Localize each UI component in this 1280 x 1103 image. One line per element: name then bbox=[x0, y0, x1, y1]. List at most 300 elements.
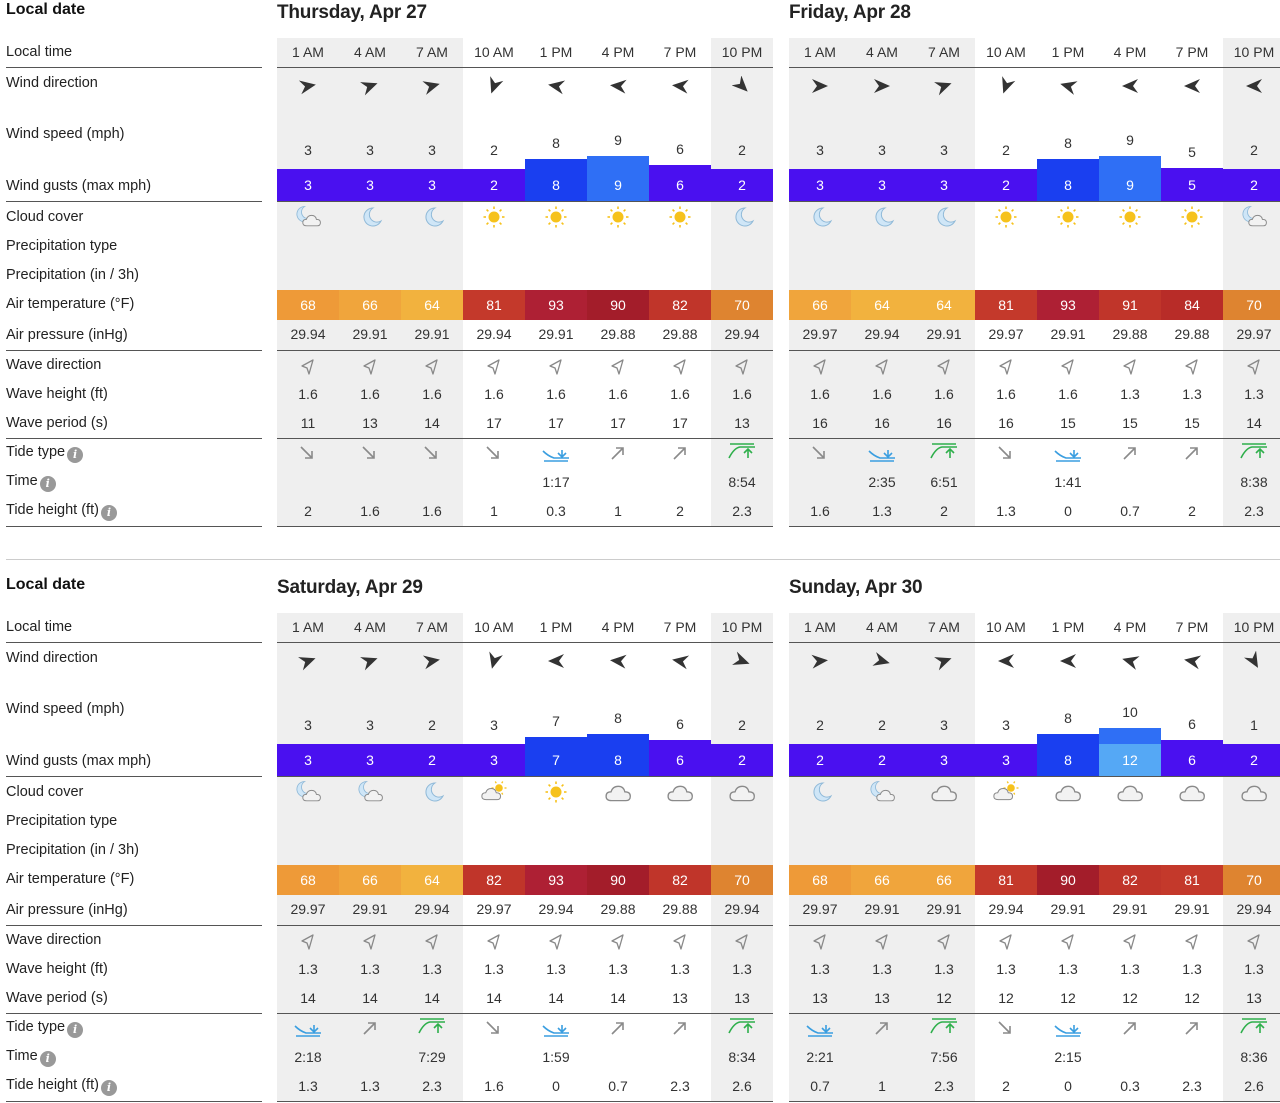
row-label-wind-direction bbox=[6, 650, 98, 666]
wind-speed-value: 2 bbox=[738, 142, 746, 158]
wind-gust-value: 2 bbox=[1223, 744, 1280, 776]
local-time: 7 AM bbox=[928, 619, 960, 635]
wind-direction-icon bbox=[360, 651, 380, 671]
wave-period-value: 17 bbox=[548, 415, 564, 431]
cloud-icon bbox=[665, 780, 695, 804]
tide-type-cell bbox=[293, 442, 323, 464]
tide-time-value: 2:21 bbox=[806, 1049, 834, 1065]
tide-low-icon bbox=[867, 442, 897, 464]
wind-gust-value: 2 bbox=[851, 744, 913, 776]
row-label-text: Precipitation type bbox=[6, 238, 118, 254]
tide-height-value: 1.6 bbox=[422, 503, 442, 519]
air-pressure-value: 29.94 bbox=[864, 326, 900, 342]
moon-cloud-icon bbox=[1239, 205, 1269, 229]
wind-gust-value: 2 bbox=[789, 744, 851, 776]
wave-direction-icon bbox=[872, 932, 892, 952]
wave-arrow bbox=[732, 932, 752, 952]
air-pressure-value: 29.94 bbox=[988, 901, 1024, 917]
wind-arrow bbox=[484, 76, 504, 96]
wave-period-value: 17 bbox=[672, 415, 688, 431]
local-time: 10 AM bbox=[986, 619, 1026, 635]
wind-arrow bbox=[1120, 651, 1140, 671]
tide-height-value: 1.3 bbox=[298, 1078, 318, 1094]
day-panel bbox=[789, 0, 1280, 530]
cloud-cover-icon bbox=[727, 780, 757, 804]
tide-low-icon bbox=[293, 1017, 323, 1039]
wind-speed-bar bbox=[587, 156, 649, 169]
wind-gust-value: 7 bbox=[525, 744, 587, 776]
tide-falling-icon bbox=[293, 442, 323, 464]
local-date-label: Local date bbox=[6, 1, 86, 18]
air-pressure-value: 29.88 bbox=[1112, 326, 1148, 342]
air-pressure-value: 29.88 bbox=[662, 901, 698, 917]
tide-height-value: 2.3 bbox=[1244, 503, 1264, 519]
wave-height-value: 1.6 bbox=[298, 386, 318, 402]
row-label-local-time bbox=[6, 44, 72, 60]
wave-arrow bbox=[1244, 932, 1264, 952]
wind-gust-value: 3 bbox=[339, 169, 401, 201]
tide-type-cell bbox=[991, 442, 1021, 464]
cloud-cover-icon bbox=[1177, 780, 1207, 804]
wind-speed-value: 2 bbox=[738, 717, 746, 733]
tide-rising-icon bbox=[665, 442, 695, 464]
tide-time-value: 1:59 bbox=[542, 1049, 570, 1065]
wave-period-value: 13 bbox=[874, 990, 890, 1006]
wind-direction-icon bbox=[1058, 76, 1078, 96]
row-label-text: Precipitation (in / 3h) bbox=[6, 267, 139, 283]
air-temperature-value: 82 bbox=[1099, 865, 1161, 895]
tide-type-cell bbox=[805, 442, 835, 464]
cloud-cover-icon bbox=[1239, 205, 1269, 229]
wave-arrow bbox=[1120, 357, 1140, 377]
wind-speed-value: 9 bbox=[614, 132, 622, 148]
air-pressure-value: 29.97 bbox=[476, 901, 512, 917]
wave-direction-icon bbox=[670, 357, 690, 377]
time-column bbox=[913, 613, 975, 1101]
wave-direction-icon bbox=[1182, 932, 1202, 952]
cloud-cover-icon bbox=[355, 780, 385, 804]
tide-high-icon bbox=[1239, 442, 1269, 464]
tide-type-cell bbox=[805, 1017, 835, 1039]
label-divider bbox=[6, 438, 262, 439]
day-panel bbox=[277, 575, 773, 1103]
air-pressure-value: 29.91 bbox=[864, 901, 900, 917]
tide-height-value: 0.3 bbox=[1120, 1078, 1140, 1094]
wave-period-value: 16 bbox=[936, 415, 952, 431]
tide-falling-icon bbox=[479, 1017, 509, 1039]
wind-direction-icon bbox=[298, 651, 318, 671]
air-pressure-value: 29.94 bbox=[1236, 901, 1272, 917]
wave-height-value: 1.3 bbox=[1244, 961, 1264, 977]
tide-height-value: 2.6 bbox=[732, 1078, 752, 1094]
tide-falling-icon bbox=[479, 442, 509, 464]
row-label-wave-period bbox=[6, 415, 108, 431]
air-temperature-value: 93 bbox=[1037, 290, 1099, 320]
time-column bbox=[463, 38, 525, 526]
air-temperature-value: 93 bbox=[525, 865, 587, 895]
local-time: 7 AM bbox=[416, 619, 448, 635]
wind-direction-icon bbox=[810, 76, 830, 96]
local-time: 4 AM bbox=[354, 619, 386, 635]
air-pressure-value: 29.94 bbox=[538, 901, 574, 917]
tide-time-value: 8:54 bbox=[728, 474, 756, 490]
local-time: 7 PM bbox=[1175, 619, 1209, 635]
wave-height-value: 1.3 bbox=[608, 961, 628, 977]
wave-height-value: 1.3 bbox=[934, 961, 954, 977]
sun-icon bbox=[665, 205, 695, 229]
cloud-cover-icon bbox=[479, 780, 509, 804]
tide-rising-icon bbox=[665, 1017, 695, 1039]
time-column bbox=[789, 613, 851, 1101]
tide-height-value: 2 bbox=[304, 503, 312, 519]
wind-arrow bbox=[996, 651, 1016, 671]
info-icon[interactable]: i bbox=[67, 1022, 83, 1038]
tide-height-value: 1.3 bbox=[996, 503, 1016, 519]
tide-type-cell bbox=[355, 1017, 385, 1039]
wave-arrow bbox=[810, 357, 830, 377]
time-column bbox=[1223, 38, 1280, 526]
wind-arrow bbox=[608, 651, 628, 671]
tide-type-cell bbox=[665, 442, 695, 464]
row-label-text: Wave period (s) bbox=[6, 415, 108, 431]
time-column bbox=[975, 613, 1037, 1101]
row-label-wave-period bbox=[6, 990, 108, 1006]
moon-icon bbox=[805, 205, 835, 229]
tide-rising-icon bbox=[867, 1017, 897, 1039]
wind-direction-icon bbox=[546, 651, 566, 671]
wave-arrow bbox=[872, 357, 892, 377]
wave-arrow bbox=[1182, 932, 1202, 952]
tide-height-value: 2 bbox=[676, 503, 684, 519]
wind-speed-value: 2 bbox=[816, 717, 824, 733]
local-time: 1 PM bbox=[1051, 44, 1085, 60]
wave-period-value: 16 bbox=[998, 415, 1014, 431]
wind-direction-icon bbox=[1244, 76, 1264, 96]
wave-direction-icon bbox=[1182, 357, 1202, 377]
wave-period-value: 15 bbox=[1122, 415, 1138, 431]
day-divider bbox=[277, 776, 773, 777]
tide-height-value: 2.3 bbox=[670, 1078, 690, 1094]
wave-height-value: 1.3 bbox=[422, 961, 442, 977]
tide-height-value: 0.7 bbox=[608, 1078, 628, 1094]
local-time: 4 PM bbox=[1113, 619, 1147, 635]
label-divider bbox=[6, 776, 262, 777]
wave-height-value: 1.6 bbox=[360, 386, 380, 402]
sun-icon bbox=[991, 205, 1021, 229]
info-icon[interactable]: i bbox=[101, 505, 117, 521]
tide-type-cell bbox=[991, 1017, 1021, 1039]
tide-high-icon bbox=[727, 1017, 757, 1039]
moon-icon bbox=[805, 780, 835, 804]
wave-period-value: 13 bbox=[1246, 990, 1262, 1006]
row-label-text: Precipitation type bbox=[6, 813, 118, 829]
sun-icon bbox=[541, 205, 571, 229]
wave-direction-icon bbox=[1244, 932, 1264, 952]
cloud-icon bbox=[929, 780, 959, 804]
time-column bbox=[1223, 613, 1280, 1101]
wave-direction-icon bbox=[732, 932, 752, 952]
time-column bbox=[1099, 613, 1161, 1101]
wind-direction-icon bbox=[810, 651, 830, 671]
wind-gust-value: 3 bbox=[463, 744, 525, 776]
cloud-icon bbox=[727, 780, 757, 804]
wind-gust-value: 3 bbox=[913, 169, 975, 201]
row-label-wave-direction bbox=[6, 932, 101, 948]
wave-height-value: 1.6 bbox=[732, 386, 752, 402]
wave-height-value: 1.3 bbox=[1182, 386, 1202, 402]
forecast-block-1 bbox=[0, 0, 1280, 530]
wave-period-value: 11 bbox=[300, 415, 316, 431]
cloud-icon bbox=[1115, 780, 1145, 804]
row-label-text: Precipitation (in / 3h) bbox=[6, 842, 139, 858]
wave-height-value: 1.3 bbox=[546, 961, 566, 977]
day-title: Friday, Apr 28 bbox=[789, 2, 911, 23]
wind-direction-icon bbox=[996, 651, 1016, 671]
row-label-tide-type bbox=[6, 444, 83, 463]
wind-gust-value: 8 bbox=[587, 744, 649, 776]
air-temperature-value: 70 bbox=[711, 290, 773, 320]
info-icon[interactable]: i bbox=[101, 1080, 117, 1096]
row-label-text: Wave period (s) bbox=[6, 990, 108, 1006]
wind-gust-value: 2 bbox=[711, 169, 773, 201]
tide-type-cell bbox=[929, 442, 959, 464]
local-time: 1 AM bbox=[292, 619, 324, 635]
wind-speed-bar bbox=[525, 159, 587, 169]
cloud-cover-icon bbox=[1115, 780, 1145, 804]
cloud-cover-icon bbox=[991, 205, 1021, 229]
wind-arrow bbox=[934, 651, 954, 671]
tide-type-cell bbox=[479, 1017, 509, 1039]
cloud-icon bbox=[1053, 780, 1083, 804]
air-temperature-value: 81 bbox=[1161, 865, 1223, 895]
wind-arrow bbox=[1244, 76, 1264, 96]
tide-type-cell bbox=[1115, 442, 1145, 464]
wind-direction-icon bbox=[934, 651, 954, 671]
wind-speed-bar bbox=[1037, 159, 1099, 169]
wave-direction-icon bbox=[484, 932, 504, 952]
tide-time-value: 1:41 bbox=[1054, 474, 1082, 490]
sun-icon bbox=[1053, 205, 1083, 229]
wave-direction-icon bbox=[670, 932, 690, 952]
wave-arrow bbox=[670, 357, 690, 377]
wave-height-value: 1.6 bbox=[670, 386, 690, 402]
wave-arrow bbox=[546, 932, 566, 952]
wind-direction-icon bbox=[1120, 651, 1140, 671]
forecast-block-2 bbox=[0, 575, 1280, 1103]
wave-period-value: 15 bbox=[1184, 415, 1200, 431]
wind-direction-icon bbox=[1058, 651, 1078, 671]
tide-time-value: 2:15 bbox=[1054, 1049, 1082, 1065]
cloud-cover-icon bbox=[541, 205, 571, 229]
wave-height-value: 1.6 bbox=[810, 386, 830, 402]
tide-type-cell bbox=[1053, 442, 1083, 464]
wave-height-value: 1.3 bbox=[1182, 961, 1202, 977]
cloud-cover-icon bbox=[541, 780, 571, 804]
local-time: 1 PM bbox=[539, 44, 573, 60]
tide-height-value: 1.6 bbox=[484, 1078, 504, 1094]
wind-arrow bbox=[298, 651, 318, 671]
local-time: 7 AM bbox=[416, 44, 448, 60]
wind-arrow bbox=[670, 76, 690, 96]
wave-period-value: 14 bbox=[1246, 415, 1262, 431]
wind-gust-value: 2 bbox=[401, 744, 463, 776]
air-temperature-value: 64 bbox=[401, 290, 463, 320]
air-temperature-value: 82 bbox=[649, 865, 711, 895]
cloud-cover-icon bbox=[867, 780, 897, 804]
tide-type-cell bbox=[1053, 1017, 1083, 1039]
wave-arrow bbox=[422, 357, 442, 377]
time-column bbox=[587, 613, 649, 1101]
wind-speed-value: 3 bbox=[366, 717, 374, 733]
wave-height-value: 1.3 bbox=[732, 961, 752, 977]
wind-speed-value: 3 bbox=[366, 142, 374, 158]
air-temperature-value: 84 bbox=[1161, 290, 1223, 320]
row-label-text: Time bbox=[6, 473, 38, 489]
day-divider bbox=[789, 1013, 1280, 1014]
tide-rising-icon bbox=[355, 1017, 385, 1039]
row-label-text: Tide height (ft) bbox=[6, 502, 99, 518]
air-temperature-value: 68 bbox=[277, 290, 339, 320]
wind-direction-icon bbox=[1120, 76, 1140, 96]
wind-gust-value: 3 bbox=[277, 169, 339, 201]
air-temperature-value: 66 bbox=[913, 865, 975, 895]
wave-direction-icon bbox=[934, 357, 954, 377]
wind-direction-icon bbox=[872, 651, 892, 671]
air-pressure-value: 29.91 bbox=[1050, 326, 1086, 342]
wave-direction-icon bbox=[360, 357, 380, 377]
wave-direction-icon bbox=[934, 932, 954, 952]
time-column bbox=[525, 38, 587, 526]
wind-speed-value: 3 bbox=[816, 142, 824, 158]
time-column bbox=[851, 38, 913, 526]
time-column bbox=[1161, 38, 1223, 526]
wave-height-value: 1.6 bbox=[608, 386, 628, 402]
tide-height-value: 2.3 bbox=[934, 1078, 954, 1094]
air-pressure-value: 29.97 bbox=[290, 901, 326, 917]
air-temperature-value: 70 bbox=[1223, 865, 1280, 895]
wind-gust-value: 3 bbox=[277, 744, 339, 776]
air-temperature-value: 82 bbox=[649, 290, 711, 320]
air-temperature-value: 68 bbox=[789, 865, 851, 895]
wave-period-value: 17 bbox=[486, 415, 502, 431]
info-icon[interactable]: i bbox=[67, 447, 83, 463]
wave-height-value: 1.3 bbox=[1058, 961, 1078, 977]
row-label-tide-height bbox=[6, 502, 117, 521]
air-pressure-value: 29.88 bbox=[662, 326, 698, 342]
tide-type-cell bbox=[293, 1017, 323, 1039]
tide-height-value: 0.3 bbox=[546, 503, 566, 519]
wave-height-value: 1.3 bbox=[298, 961, 318, 977]
wind-speed-value: 8 bbox=[614, 710, 622, 726]
wind-speed-value: 3 bbox=[940, 142, 948, 158]
time-column bbox=[711, 613, 773, 1101]
local-time: 7 AM bbox=[928, 44, 960, 60]
tide-type-cell bbox=[929, 1017, 959, 1039]
time-column bbox=[789, 38, 851, 526]
tide-falling-icon bbox=[355, 442, 385, 464]
tide-type-cell bbox=[417, 1017, 447, 1039]
wind-speed-value: 6 bbox=[676, 141, 684, 157]
wave-period-value: 16 bbox=[812, 415, 828, 431]
label-divider bbox=[6, 350, 262, 351]
wave-height-value: 1.3 bbox=[996, 961, 1016, 977]
tide-falling-icon bbox=[417, 442, 447, 464]
cloud-cover-icon bbox=[929, 205, 959, 229]
wave-period-value: 12 bbox=[936, 990, 952, 1006]
wave-direction-icon bbox=[298, 357, 318, 377]
wind-direction-icon bbox=[996, 76, 1016, 96]
air-temperature-value: 64 bbox=[401, 865, 463, 895]
cloud-cover-icon bbox=[665, 205, 695, 229]
day-divider bbox=[277, 350, 773, 351]
info-icon[interactable]: i bbox=[40, 476, 56, 492]
wind-speed-value: 3 bbox=[1002, 717, 1010, 733]
tide-height-value: 1.3 bbox=[872, 503, 892, 519]
local-time: 10 PM bbox=[1233, 619, 1275, 635]
time-column bbox=[711, 38, 773, 526]
sun-cloud-icon bbox=[479, 780, 509, 804]
tide-type-cell bbox=[603, 1017, 633, 1039]
tide-height-value: 2 bbox=[1002, 1078, 1010, 1094]
tide-high-icon bbox=[1239, 1017, 1269, 1039]
air-pressure-value: 29.94 bbox=[724, 326, 760, 342]
local-time: 7 PM bbox=[663, 44, 697, 60]
air-pressure-value: 29.91 bbox=[414, 326, 450, 342]
row-label-wind-gusts bbox=[6, 753, 151, 769]
wave-height-value: 1.6 bbox=[996, 386, 1016, 402]
wave-period-value: 12 bbox=[1122, 990, 1138, 1006]
air-pressure-value: 29.97 bbox=[802, 326, 838, 342]
wave-period-value: 14 bbox=[486, 990, 502, 1006]
row-label-tide-type bbox=[6, 1019, 83, 1038]
tide-rising-icon bbox=[1177, 442, 1207, 464]
sun-icon bbox=[1115, 205, 1145, 229]
air-temperature-value: 68 bbox=[277, 865, 339, 895]
info-icon[interactable]: i bbox=[40, 1051, 56, 1067]
air-temperature-value: 66 bbox=[339, 865, 401, 895]
tide-height-value: 1 bbox=[490, 503, 498, 519]
wave-period-value: 16 bbox=[874, 415, 890, 431]
cloud-cover-icon bbox=[1053, 780, 1083, 804]
cloud-cover-icon bbox=[603, 780, 633, 804]
wind-direction-icon bbox=[732, 76, 752, 96]
row-label-text: Time bbox=[6, 1048, 38, 1064]
row-label-text: Wind gusts (max mph) bbox=[6, 178, 152, 194]
wave-period-value: 13 bbox=[734, 415, 750, 431]
wind-gust-value: 3 bbox=[975, 744, 1037, 776]
air-pressure-value: 29.88 bbox=[1174, 326, 1210, 342]
wind-arrow bbox=[422, 76, 442, 96]
wave-arrow bbox=[1120, 932, 1140, 952]
day-divider bbox=[789, 350, 1280, 351]
wave-period-value: 12 bbox=[998, 990, 1014, 1006]
row-label-text: Air pressure (inHg) bbox=[6, 327, 128, 343]
wind-speed-bar bbox=[1099, 728, 1161, 744]
wave-direction-icon bbox=[732, 357, 752, 377]
wind-speed-value: 8 bbox=[1064, 710, 1072, 726]
time-column bbox=[587, 38, 649, 526]
wave-arrow bbox=[732, 357, 752, 377]
day-divider bbox=[277, 925, 773, 926]
cloud-cover-icon bbox=[805, 205, 835, 229]
day-panel bbox=[277, 0, 773, 530]
wave-period-value: 14 bbox=[610, 990, 626, 1006]
wave-height-value: 1.3 bbox=[1244, 386, 1264, 402]
air-temperature-value: 66 bbox=[339, 290, 401, 320]
wave-direction-icon bbox=[1120, 357, 1140, 377]
row-label-cloud-cover bbox=[6, 784, 83, 800]
local-time: 4 PM bbox=[601, 44, 635, 60]
